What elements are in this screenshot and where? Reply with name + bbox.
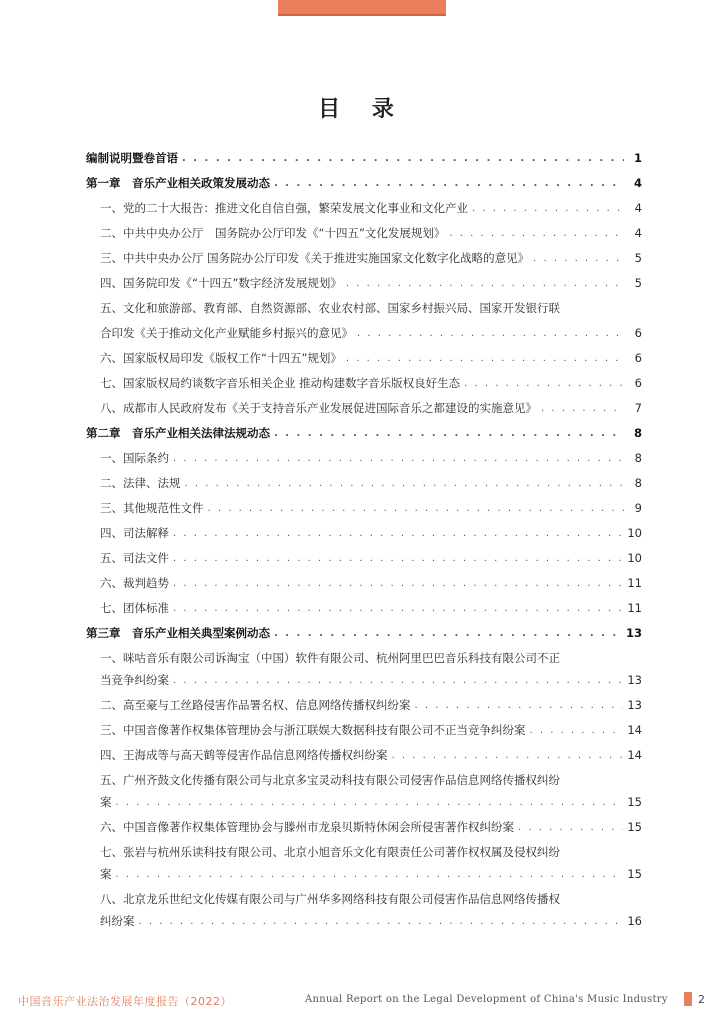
toc-label: 第一章 音乐产业相关政策发展动态	[86, 176, 270, 190]
toc-page: 4	[634, 201, 642, 215]
toc-item-multiline[interactable]	[86, 772, 642, 810]
toc-page: 9	[634, 501, 642, 515]
toc-label: 三、其他规范性文件	[100, 501, 204, 515]
toc-leader	[185, 477, 625, 491]
toc-leader	[274, 177, 624, 191]
toc-leader	[182, 152, 624, 166]
toc-chapter-3[interactable]	[86, 625, 642, 641]
toc-page: 15	[627, 795, 642, 809]
toc-page: 6	[634, 326, 642, 340]
toc-page: 10	[627, 526, 642, 540]
toc-label: 四、国务院印发《“十四五”数字经济发展规划》	[100, 276, 342, 290]
toc-label: 编制说明暨卷首语	[86, 151, 178, 165]
toc-label: 八、成都市人民政府发布《关于支持音乐产业发展促进国际音乐之都建设的实施意见》	[100, 401, 537, 415]
toc-leader	[392, 749, 624, 763]
toc-label-line2: 案	[100, 867, 112, 881]
toc-leader	[208, 502, 625, 516]
toc-item[interactable]	[86, 697, 642, 713]
toc-item[interactable]	[86, 819, 642, 835]
toc-label: 七、团体标准	[100, 601, 169, 615]
toc-item[interactable]	[86, 250, 642, 266]
toc-page: 11	[627, 601, 642, 615]
toc-label: 一、国际条约	[100, 451, 169, 465]
toc-item[interactable]	[86, 600, 642, 616]
toc-page: 7	[634, 401, 642, 415]
toc-label: 四、司法解释	[100, 526, 169, 540]
toc-chapter-preface[interactable]	[86, 150, 642, 166]
toc-item-multiline[interactable]	[86, 300, 642, 341]
toc-page: 15	[627, 820, 642, 834]
toc-leader	[139, 915, 624, 929]
toc-label: 六、国家版权局印发《版权工作“十四五”规划》	[100, 351, 342, 365]
toc-item[interactable]	[86, 450, 642, 466]
toc-page: 14	[627, 723, 642, 737]
toc-leader	[173, 674, 623, 688]
footer-report-title-en: Annual Report on the Legal Development of China's Music Industry	[305, 994, 668, 1005]
toc-item[interactable]	[86, 225, 642, 241]
toc-leader	[449, 227, 624, 241]
toc-page: 8	[634, 451, 642, 465]
toc-label-line2: 案	[100, 795, 112, 809]
toc-label-line2: 合印发《关于推动文化产业赋能乡村振兴的意见》	[100, 326, 353, 340]
toc-item[interactable]	[86, 575, 642, 591]
toc-item[interactable]	[86, 275, 642, 291]
toc-leader	[346, 277, 624, 291]
toc-page: 13	[625, 626, 642, 640]
toc-item-multiline[interactable]	[86, 891, 642, 929]
toc-leader	[533, 252, 624, 266]
toc-leader	[173, 602, 623, 616]
footer-report-title-cn: 中国音乐产业法治发展年度报告（2022）	[18, 995, 232, 1008]
toc-page: 4	[633, 176, 642, 190]
toc-leader	[346, 352, 624, 366]
toc-item[interactable]	[86, 200, 642, 216]
toc-page: 14	[627, 748, 642, 762]
toc-label: 第三章 音乐产业相关典型案例动态	[86, 626, 270, 640]
toc-page: 13	[627, 673, 642, 687]
toc-label: 二、法律、法规	[100, 476, 181, 490]
toc-label-line2: 纠纷案	[100, 914, 135, 928]
page-title: 目 录	[318, 96, 406, 122]
toc-item[interactable]	[86, 550, 642, 566]
toc-label-line1: 五、文化和旅游部、教育部、自然资源部、农业农村部、国家乡村振兴局、国家开发银行联	[100, 301, 560, 315]
toc-leader	[173, 452, 624, 466]
toc-page: 15	[627, 867, 642, 881]
toc-leader	[518, 821, 623, 835]
toc-leader	[116, 796, 624, 810]
toc-leader	[274, 627, 622, 641]
toc-leader	[173, 527, 623, 541]
top-tab-decoration	[278, 0, 446, 16]
toc-item-multiline[interactable]	[86, 650, 642, 688]
toc-page: 8	[633, 426, 642, 440]
toc-item[interactable]	[86, 500, 642, 516]
toc-label: 二、高至豪与工丝路侵害作品署名权、信息网络传播权纠纷案	[100, 698, 411, 712]
toc-label: 六、裁判趋势	[100, 576, 169, 590]
toc-chapter-1[interactable]	[86, 175, 642, 191]
toc-item[interactable]	[86, 350, 642, 366]
toc-item[interactable]	[86, 747, 642, 763]
toc-label: 四、王海成等与高天鹤等侵害作品信息网络传播权纠纷案	[100, 748, 388, 762]
toc-label: 三、中共中央办公厅 国务院办公厅印发《关于推进实施国家文化数字化战略的意见》	[100, 251, 530, 265]
toc-leader	[541, 402, 624, 416]
toc-page: 1	[633, 151, 642, 165]
toc-label: 七、国家版权局约谈数字音乐相关企业 推动构建数字音乐版权良好生态	[100, 376, 461, 390]
toc-page: 5	[634, 251, 642, 265]
toc-page: 13	[627, 698, 642, 712]
toc-item[interactable]	[86, 375, 642, 391]
toc-item[interactable]	[86, 722, 642, 738]
toc-item[interactable]	[86, 525, 642, 541]
toc-chapter-2[interactable]	[86, 425, 642, 441]
toc-page: 5	[634, 276, 642, 290]
toc-item[interactable]	[86, 400, 642, 416]
toc-page: 6	[634, 351, 642, 365]
toc-page: 10	[627, 551, 642, 565]
toc-label: 五、司法文件	[100, 551, 169, 565]
toc-label-line1: 七、张岩与杭州乐读科技有限公司、北京小旭音乐文化有限责任公司著作权权属及侵权纠纷	[100, 845, 560, 859]
toc-label-line1: 八、北京龙乐世纪文化传媒有限公司与广州华多网络科技有限公司侵害作品信息网络传播权	[100, 892, 560, 906]
toc-label-line1: 五、广州齐鼓文化传播有限公司与北京多宝灵动科技有限公司侵害作品信息网络传播权纠纷	[100, 773, 560, 787]
toc-label-line1: 一、咪咕音乐有限公司诉淘宝（中国）软件有限公司、杭州阿里巴巴音乐科技有限公司不正	[100, 651, 560, 665]
toc-leader	[173, 552, 623, 566]
toc-page: 11	[627, 576, 642, 590]
toc-leader	[415, 699, 624, 713]
page-number: 2	[698, 993, 705, 1006]
toc-item-multiline[interactable]	[86, 844, 642, 882]
toc-leader	[464, 377, 624, 391]
toc-label-line2: 当竞争纠纷案	[100, 673, 169, 687]
toc-page: 16	[627, 914, 642, 928]
toc-page: 6	[634, 376, 642, 390]
toc-leader	[116, 868, 624, 882]
toc-label: 一、党的二十大报告：推进文化自信自强，繁荣发展文化事业和文化产业	[100, 201, 468, 215]
toc-leader	[472, 202, 624, 216]
toc-label: 六、中国音像著作权集体管理协会与滕州市龙泉贝斯特休闲会所侵害著作权纠纷案	[100, 820, 514, 834]
toc-label: 三、中国音像著作权集体管理协会与浙江联娱大数据科技有限公司不正当竞争纠纷案	[100, 723, 526, 737]
toc-page: 8	[634, 476, 642, 490]
toc-page: 4	[634, 226, 642, 240]
toc-leader	[530, 724, 624, 738]
table-of-contents	[86, 150, 642, 929]
toc-leader	[274, 427, 624, 441]
toc-leader	[173, 577, 623, 591]
toc-item[interactable]	[86, 475, 642, 491]
footer-accent-mark	[684, 992, 692, 1006]
toc-leader	[357, 327, 624, 341]
toc-label: 第二章 音乐产业相关法律法规动态	[86, 426, 270, 440]
toc-label: 二、中共中央办公厅 国务院办公厅印发《“十四五”文化发展规划》	[100, 226, 446, 240]
